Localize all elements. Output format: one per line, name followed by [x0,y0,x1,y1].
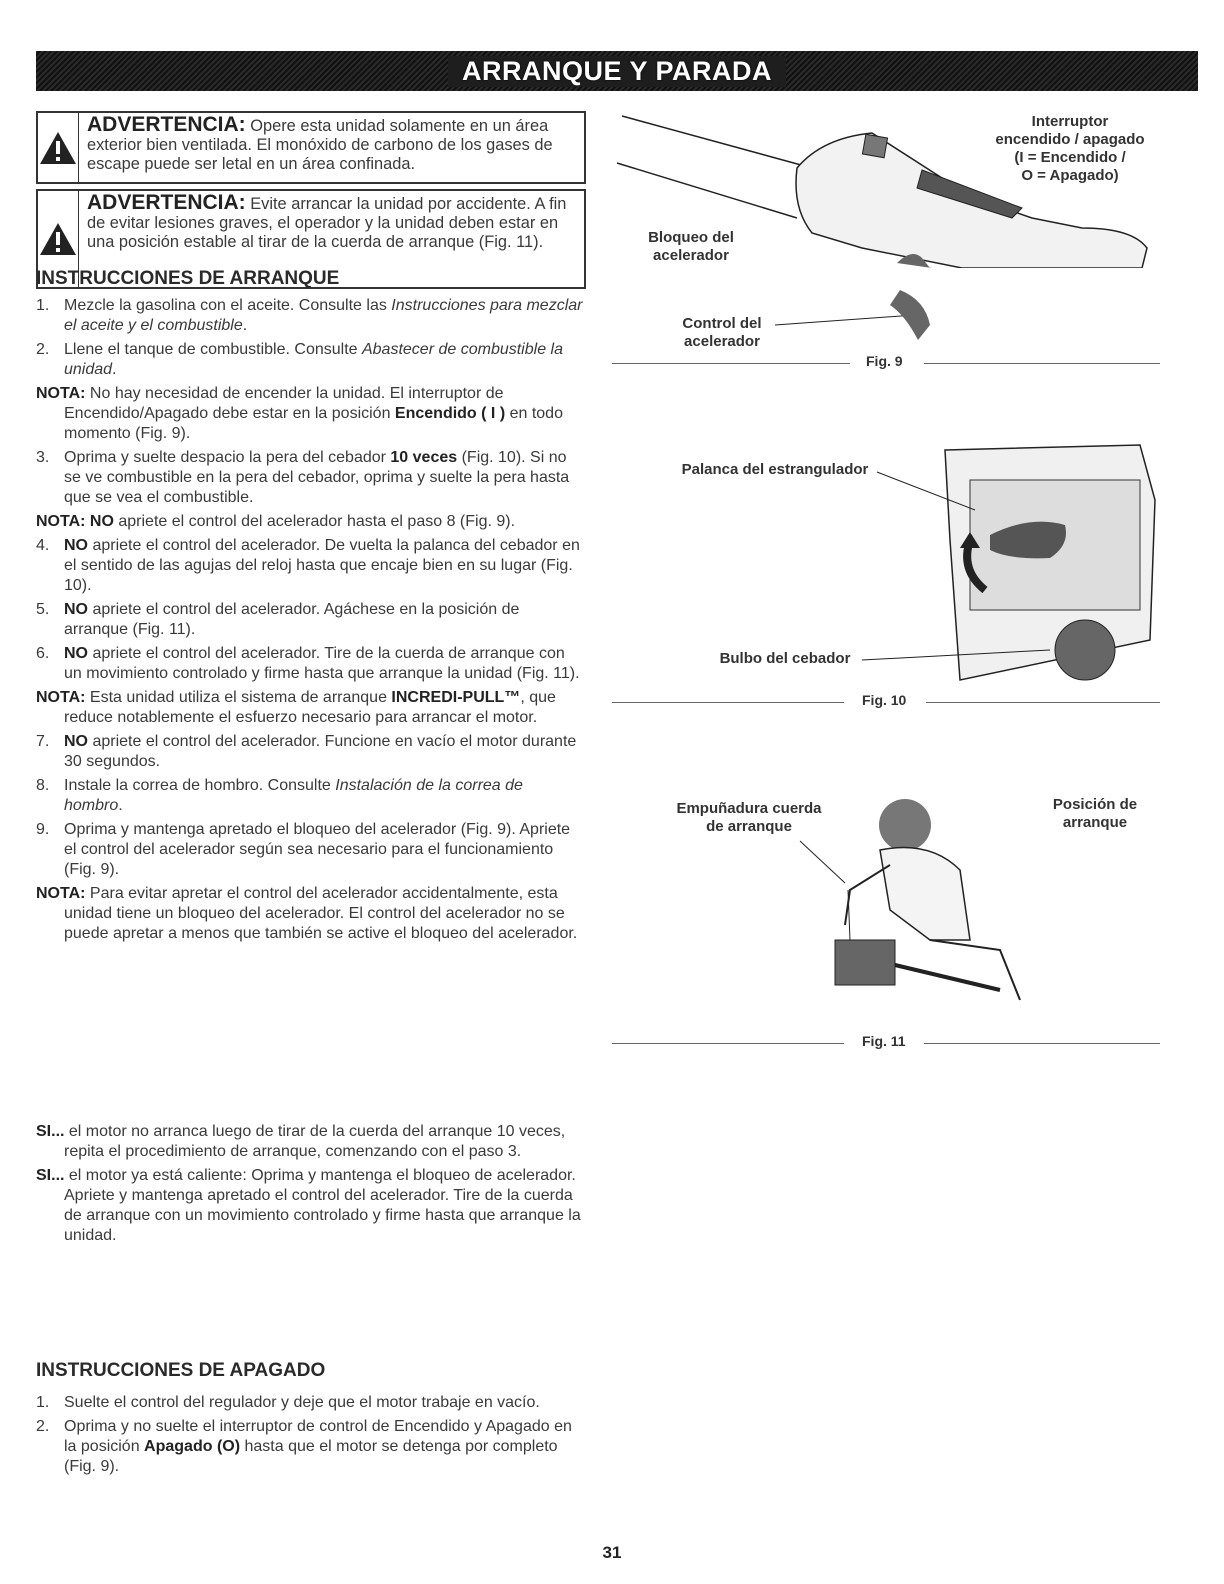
note-label: NOTA: [36,689,86,706]
item-number: 2. [36,341,50,358]
callout-line: encendido / apagado [995,131,1145,148]
if-label: SI... [36,1167,65,1184]
callout-line: arranque [1062,814,1128,831]
warning-lead: ADVERTENCIA: [87,191,246,214]
item-emphasis: 10 veces [390,449,458,466]
item-text: apriete el control del acelerador. Agáchese en la posición de arranque (Fig. 11). [64,601,520,638]
item-emphasis: NO [64,537,88,554]
list-item [36,1393,584,1413]
troubleshooting-list [36,1122,584,1250]
item-number: 7. [36,733,50,750]
caption-label: Fig. 10 [862,692,907,708]
list-item [36,776,584,816]
fig10-bulb-label: Bulbo del cebador [719,650,851,667]
caption-label: Fig. 9 [866,353,903,369]
list-item [36,296,584,336]
callout-line: Posición de [1052,796,1138,813]
note-text: Esta unidad utiliza el sistema de arranque [85,689,392,706]
list-item [36,340,584,380]
fig9-control-pointer [740,270,940,340]
item-text: Suelte el control del regulador y deje que el motor trabaje en vacío. [64,1394,540,1411]
item-emphasis: NO [64,645,88,662]
item-number: 3. [36,449,50,466]
if-note [36,1166,584,1246]
warning-icon [38,113,79,182]
fig11-handle-pointer [795,838,855,888]
fig9-lock-label [636,229,746,265]
caption-rule [612,363,850,364]
caption-rule [926,702,1160,703]
item-text: Oprima y suelte despacio la pera del cebador [64,449,391,466]
callout-line: de arranque [706,818,792,835]
note-emphasis: NO [85,513,114,530]
fig9-caption [612,353,1160,373]
item-number: 1. [36,297,50,314]
list-item [36,536,584,596]
list-item [36,820,584,880]
caption-label: Fig. 11 [862,1033,906,1049]
note [36,512,584,532]
note [36,384,584,444]
item-text: . [112,361,117,378]
item-emphasis: NO [64,733,88,750]
fig11-position-label [1040,796,1150,832]
item-number: 9. [36,821,50,838]
section-banner [36,51,1198,91]
callout-line: Interruptor [1031,113,1109,130]
fig9-switch-label [980,113,1160,185]
fig10-caption [612,692,1160,712]
note-label: NOTA: [36,885,86,902]
list-item [36,732,584,772]
callout-line: Empuñadura cuerda [676,800,822,817]
list-item [36,644,584,684]
start-instructions-list [36,296,584,948]
note [36,688,584,728]
list-item [36,600,584,640]
item-number: 4. [36,537,50,554]
note-text: No hay necesidad de encender la unidad. El interruptor de Encendido/Apagado debe estar en la posición [64,385,504,422]
item-text: apriete el control del acelerador. Tire de la cuerda de arranque con un movimiento controlado y firme hasta que arranque la unidad (Fig. 11). [64,645,580,682]
item-text: Mezcle la gasolina con el aceite. Consulte las [64,297,392,314]
item-text: Llene el tanque de combustible. Consulte [64,341,362,358]
item-text: apriete el control del acelerador. De vuelta la palanca del cebador en el sentido de las agujas del reloj hasta que encaje bien en su lugar (Fig. 10). [64,537,580,594]
item-text: . [118,797,123,814]
warning-body: Opere esta unidad solamente en un área exterior bien ventilada. El monóxido de carbono de los gases de escape puede ser letal en un área confinada. [87,117,553,173]
warning-box-ventilation [36,111,586,184]
item-emphasis: Apagado (O) [144,1438,241,1455]
item-number: 6. [36,645,50,662]
stop-heading: INSTRUCCIONES DE APAGADO [36,1360,326,1381]
if-note [36,1122,584,1162]
note-emphasis: INCREDI-PULL™ [391,689,521,706]
item-reference: Instalación de la correa de hombro [64,777,523,814]
note-label: NOTA: [36,513,86,530]
note [36,884,584,944]
item-text: hasta que el motor se detenga por completo (Fig. 9). [64,1438,558,1475]
caption-rule [612,702,844,703]
callout-line: O = Apagado) [1021,167,1119,184]
note-label: NOTA: [36,385,86,402]
fig10-choke-pointer [875,470,985,520]
note-text: Para evitar apretar el control del acelerador accidentalmente, esta unidad tiene un bloqueo del acelerador. El control del acelerador no se puede apretar a menos que también se active el bloqueo del acelerador. [64,885,578,942]
callout-line: Control del [682,315,762,332]
item-text: Oprima y no suelte el interruptor de control de Encendido y Apagado en la posición [64,1418,572,1455]
list-item [36,1417,584,1477]
fig10-choke-label: Palanca del estrangulador [681,461,869,478]
callout-line: Bloqueo del [648,229,734,246]
note-text: apriete el control del acelerador hasta el paso 8 (Fig. 9). [113,513,516,530]
fig10-bulb-pointer [860,640,1060,670]
start-heading: INSTRUCCIONES DE ARRANQUE [36,268,340,289]
caption-rule [612,1043,844,1044]
list-item [36,448,584,508]
note-emphasis: Encendido ( I ) [394,405,506,422]
note-text: en todo momento (Fig. 9). [64,405,563,442]
caption-rule [924,363,1160,364]
callout-line: acelerador [653,247,729,264]
item-number: 1. [36,1394,50,1411]
callout-line: acelerador [684,333,760,350]
item-number: 2. [36,1418,50,1435]
callout-line: (I = Encendido / [1014,149,1126,166]
fig11-handle-label [660,800,838,836]
item-text: Instale la correa de hombro. Consulte [64,777,336,794]
item-text: . [242,317,248,334]
caption-rule [924,1043,1160,1044]
warning-lead: ADVERTENCIA: [87,113,246,136]
note-text: , que reduce notablemente el esfuerzo necesario para arrancar el motor. [64,689,556,726]
item-reference: Abastecer de combustible la unidad [64,341,563,378]
warning-text [79,113,584,182]
item-number: 8. [36,777,50,794]
stop-instructions-list [36,1393,584,1481]
if-text: el motor ya está caliente: Oprima y mantenga el bloqueo de acelerador. Apriete y mantenga apretado el control del acelerador. Tire de la cuerda de arranque con un movimiento controlado y firme hasta que arranque la unidad. [64,1167,581,1244]
warning-body: Evite arrancar la unidad por accidente. A fin de evitar lesiones graves, el operador y la unidad deben estar en una posición estable al tirar de la cuerda de arranque (Fig. 11). [87,195,567,251]
item-text: (Fig. 10). Si no se ve combustible en la pera del cebador, oprima y suelte la pera hasta que se vea el combustible. [64,449,570,506]
fig11-kneeling-operator-drawing [820,790,1040,1030]
if-text: el motor no arranca luego de tirar de la cuerda del arranque 10 veces, repita el procedimiento de arranque, comenzando con el paso 3. [64,1123,566,1160]
fig11-caption [612,1033,1160,1053]
item-text: Oprima y mantenga apretado el bloqueo del acelerador (Fig. 9). Apriete el control del acelerador según sea necesario para el funcionamiento (Fig. 9). [64,821,571,878]
page-number: 31 [602,1543,622,1562]
item-reference: Instrucciones para mezclar el aceite y el combustible [64,297,583,334]
if-label: SI... [36,1123,65,1140]
item-number: 5. [36,601,50,618]
item-text: apriete el control del acelerador. Funcione en vacío el motor durante 30 segundos. [64,733,577,770]
item-emphasis: NO [64,601,88,618]
banner-title: ARRANQUE Y PARADA [448,56,786,87]
